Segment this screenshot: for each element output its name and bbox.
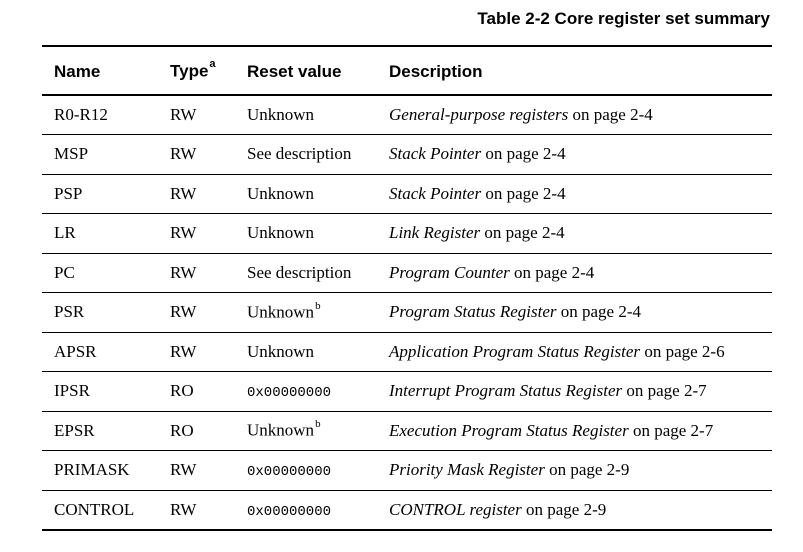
description-link[interactable]: Program Counter <box>389 262 510 282</box>
header-name-label: Name <box>54 61 101 81</box>
table-row <box>42 214 772 254</box>
description-link[interactable]: Program Status Register <box>389 302 557 322</box>
register-description <box>377 135 772 175</box>
description-page-ref: on page 2-9 <box>521 499 607 519</box>
header-reset-label: Reset value <box>247 61 342 81</box>
table-row <box>42 253 772 293</box>
table-row <box>42 95 772 135</box>
table-row <box>42 411 772 451</box>
description-page-ref: on page 2-4 <box>556 302 641 322</box>
register-type: RW <box>158 293 235 333</box>
register-name: IPSR <box>42 372 158 412</box>
register-type: RW <box>158 332 235 372</box>
reset-value <box>235 490 377 530</box>
register-type: RW <box>158 174 235 214</box>
reset-value <box>235 293 377 333</box>
register-description <box>377 95 772 135</box>
description-link[interactable]: CONTROL register <box>389 499 522 519</box>
description-page-ref: on page 2-6 <box>640 341 725 361</box>
table-row <box>42 332 772 372</box>
register-name: LR <box>42 214 158 254</box>
table-row <box>42 451 772 491</box>
reset-value <box>235 214 377 254</box>
register-description <box>377 451 772 491</box>
table-body <box>42 95 772 530</box>
register-type: RW <box>158 95 235 135</box>
description-page-ref: on page 2-4 <box>568 105 653 124</box>
header-description <box>377 46 772 95</box>
table-row <box>42 174 772 214</box>
register-type: RW <box>158 253 235 293</box>
register-description <box>377 214 772 254</box>
register-name: PSR <box>42 293 158 333</box>
description-page-ref: on page 2-4 <box>481 144 566 164</box>
header-description-label: Description <box>389 61 483 81</box>
reset-value <box>235 451 377 491</box>
register-description <box>377 372 772 412</box>
reset-value <box>235 174 377 214</box>
register-name: PC <box>42 253 158 293</box>
description-link[interactable]: Interrupt Program Status Register <box>389 381 623 401</box>
table-row <box>42 490 772 530</box>
reset-value <box>235 332 377 372</box>
reset-value-text: 0x00000000 <box>247 385 332 402</box>
table-caption: Table 2-2 Core register set summary <box>477 9 770 28</box>
reset-value-text: See description <box>247 144 352 164</box>
reset-value <box>235 372 377 412</box>
reset-value <box>235 411 377 451</box>
register-name: CONTROL <box>42 490 158 530</box>
table-row <box>42 372 772 412</box>
register-type: RO <box>158 372 235 412</box>
header-type-footnote: a <box>209 58 216 71</box>
description-link[interactable]: Priority Mask Register <box>389 460 545 480</box>
register-name: EPSR <box>42 411 158 451</box>
description-link[interactable]: Stack Pointer <box>389 144 482 164</box>
reset-value-text: 0x00000000 <box>247 464 332 481</box>
reset-value <box>235 135 377 175</box>
register-description <box>377 174 772 214</box>
register-table <box>42 45 772 531</box>
register-type: RW <box>158 135 235 175</box>
register-name: APSR <box>42 332 158 372</box>
description-link[interactable]: Application Program Status Register <box>389 341 641 361</box>
register-type: RO <box>158 411 235 451</box>
register-name: PSP <box>42 174 158 214</box>
register-type: RW <box>158 490 235 530</box>
register-type: RW <box>158 214 235 254</box>
header-type-label: Type <box>170 61 209 81</box>
register-description <box>377 293 772 333</box>
reset-value-text: Unknown <box>247 105 315 124</box>
reset-value-text: Unknown <box>247 302 315 322</box>
table-row <box>42 293 772 333</box>
table-row <box>42 135 772 175</box>
description-page-ref: on page 2-4 <box>481 183 566 203</box>
header-type <box>158 46 235 95</box>
description-page-ref: on page 2-4 <box>509 262 595 282</box>
description-link[interactable]: Execution Program Status Register <box>389 420 629 440</box>
reset-value-text: 0x00000000 <box>247 503 332 520</box>
register-description <box>377 332 772 372</box>
description-link[interactable]: Stack Pointer <box>389 183 482 203</box>
reset-footnote: b <box>315 418 321 431</box>
register-type: RW <box>158 451 235 491</box>
register-name: MSP <box>42 135 158 175</box>
reset-value-text: Unknown <box>247 421 315 441</box>
header-name <box>42 46 158 95</box>
description-page-ref: on page 2-7 <box>622 381 707 401</box>
description-link[interactable]: Link Register <box>389 223 481 243</box>
header-row <box>42 46 772 95</box>
reset-value <box>235 95 377 135</box>
register-description <box>377 411 772 451</box>
reset-value <box>235 253 377 293</box>
reset-value-text: Unknown <box>247 223 315 243</box>
description-page-ref: on page 2-4 <box>480 223 565 243</box>
register-name: PRIMASK <box>42 451 158 491</box>
reset-value-text: See description <box>247 262 352 282</box>
reset-footnote: b <box>315 299 321 312</box>
register-description <box>377 490 772 530</box>
description-page-ref: on page 2-7 <box>628 420 714 440</box>
reset-value-text: Unknown <box>247 183 315 203</box>
description-link[interactable]: General-purpose registers <box>389 105 569 124</box>
header-reset-value <box>235 46 377 95</box>
register-name: R0-R12 <box>42 95 158 135</box>
reset-value-text: Unknown <box>247 341 315 361</box>
register-description <box>377 253 772 293</box>
description-page-ref: on page 2-9 <box>544 460 630 480</box>
